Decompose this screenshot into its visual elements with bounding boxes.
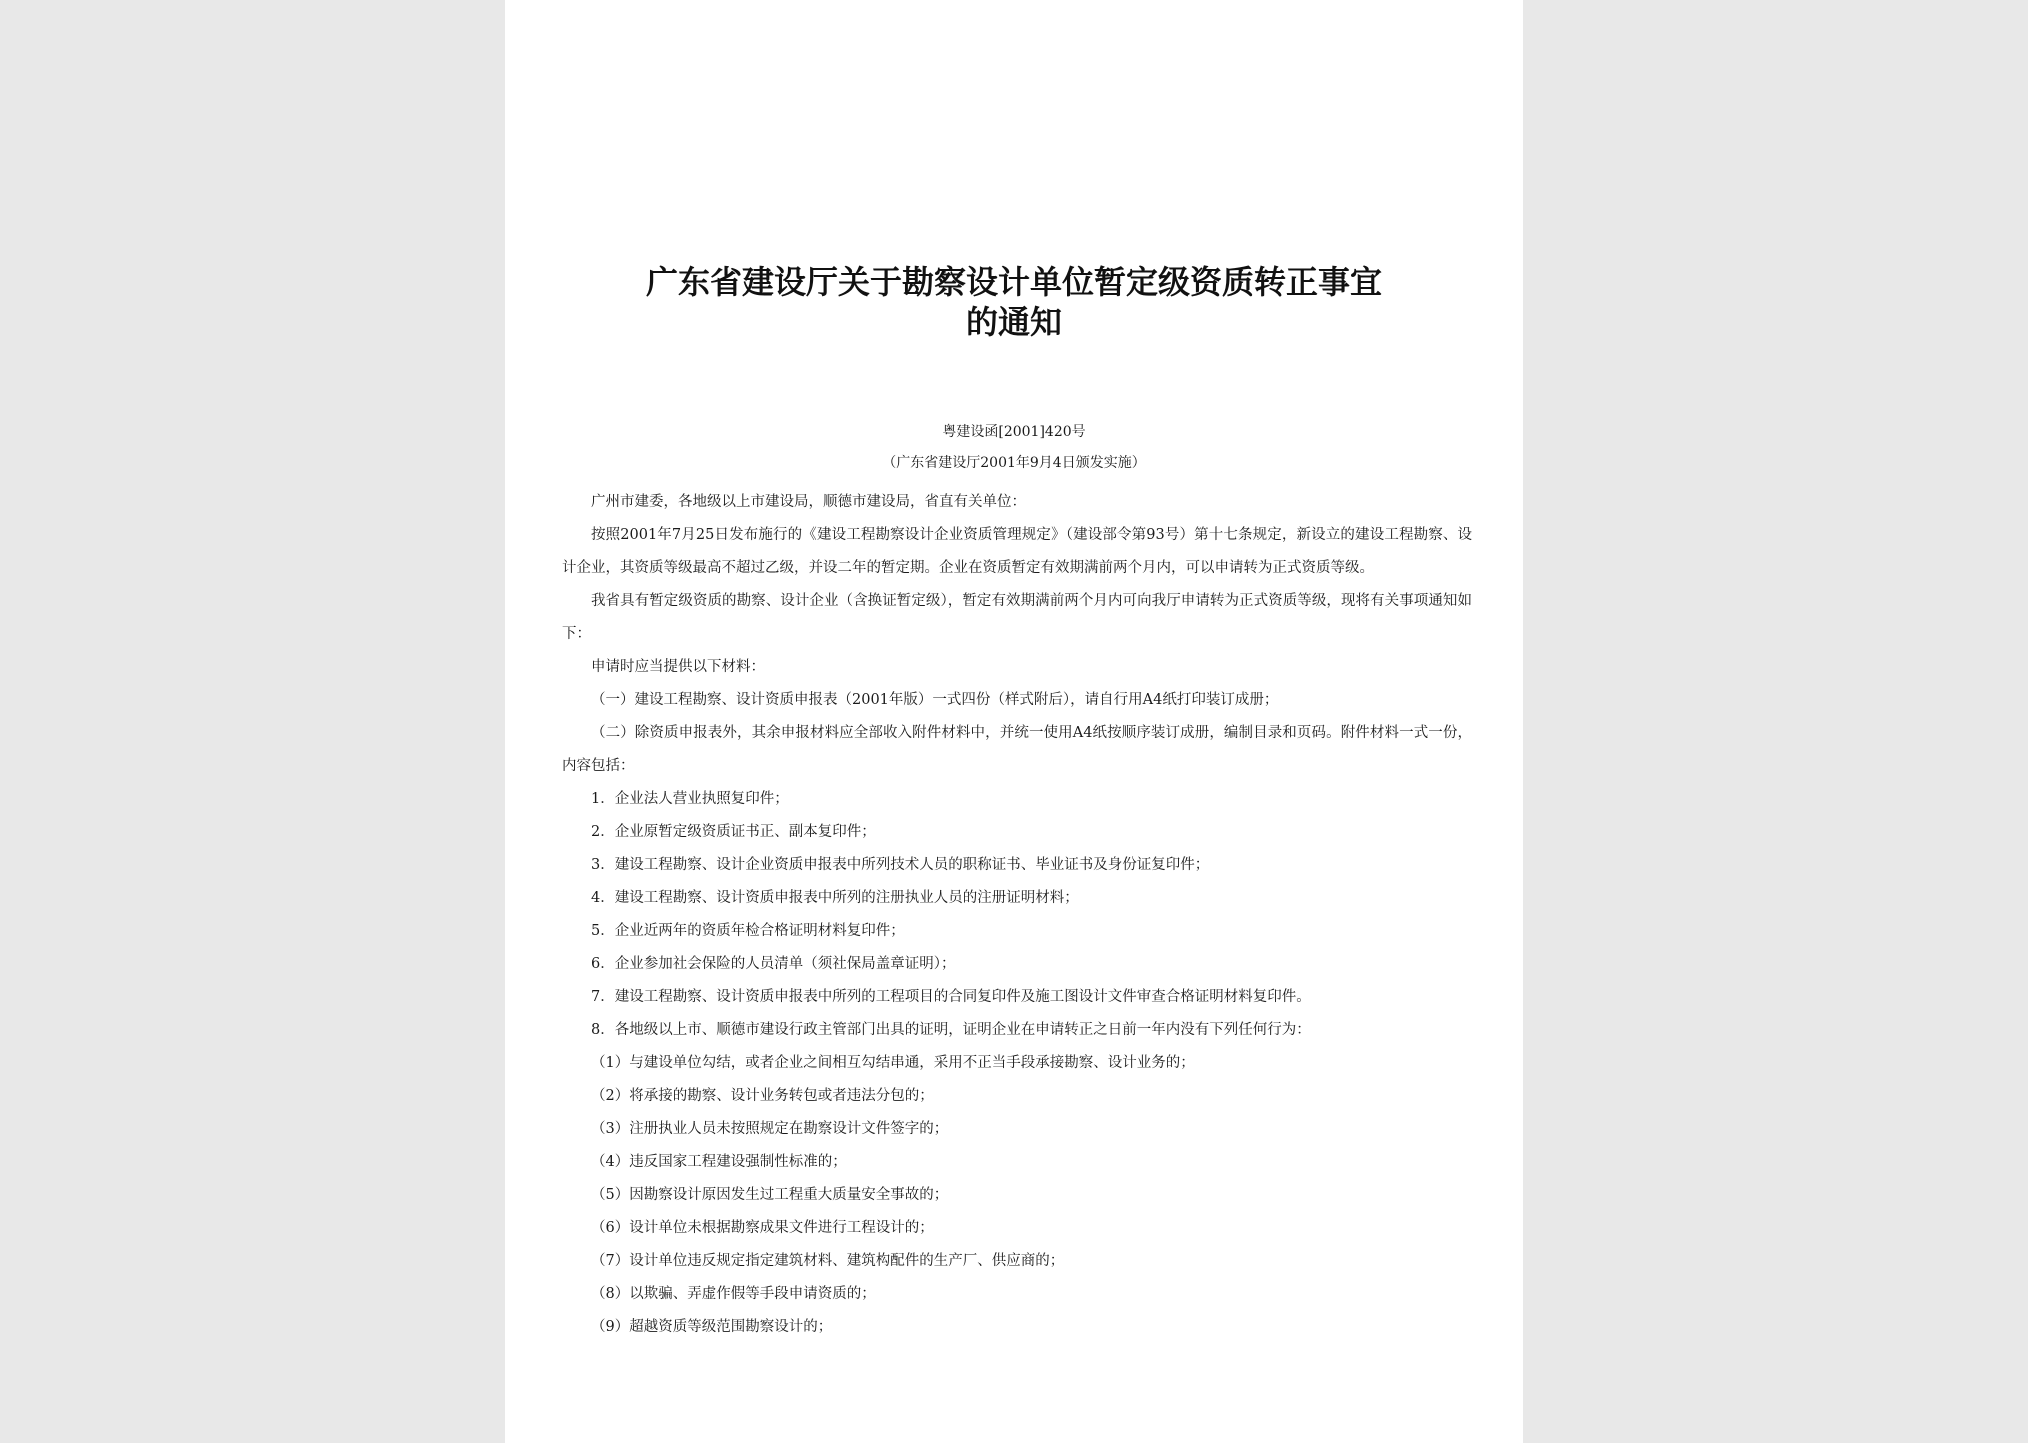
document-page: [505, 0, 1523, 1443]
materials-list: [562, 684, 1472, 1344]
list-item: （5）因勘察设计原因发生过工程重大质量安全事故的；: [591, 1187, 949, 1203]
paragraph: 我省具有暂定级资质的勘察、设计企业（含换证暂定级），暂定有效期满前两个月内可向我厅申请转为正式资质等级，现将有关事项通知如下：: [562, 593, 1472, 642]
list-item: 2．企业原暂定级资质证书正、副本复印件；: [591, 824, 876, 840]
list-item: 1．企业法人营业执照复印件；: [591, 791, 789, 807]
paragraph: 按照2001年7月25日发布施行的《建设工程勘察设计企业资质管理规定》（建设部令第93号）第十七条规定，新设立的建设工程勘察、设计企业，其资质等级最高不超过乙级，并设二年的暂定期。企业在资质暂定有效期满前两个月内，可以申请转为正式资质等级。: [562, 527, 1472, 576]
paragraph: 申请时应当提供以下材料：: [591, 659, 765, 675]
list-item: 5．企业近两年的资质年检合格证明材料复印件；: [591, 923, 905, 939]
list-item: （4）违反国家工程建设强制性标准的；: [591, 1154, 847, 1170]
list-item: （8）以欺骗、弄虚作假等手段申请资质的；: [591, 1286, 876, 1302]
document-body: [562, 486, 1472, 1344]
title-line-1: 广东省建设厅关于勘察设计单位暂定级资质转正事宜: [645, 263, 1382, 301]
list-item: 8．各地级以上市、顺德市建设行政主管部门出具的证明，证明企业在申请转正之日前一年内没有下列任何行为：: [591, 1022, 1311, 1038]
list-item: 7．建设工程勘察、设计资质申报表中所列的工程项目的合同复印件及施工图设计文件审查合格证明材料复印件。: [591, 989, 1311, 1005]
list-item: （7）设计单位违反规定指定建筑材料、建筑构配件的生产厂、供应商的；: [591, 1253, 1065, 1269]
list-item: （9）超越资质等级范围勘察设计的；: [591, 1319, 833, 1335]
list-item: （2）将承接的勘察、设计业务转包或者违法分包的；: [591, 1088, 934, 1104]
title-line-2: 的通知: [965, 303, 1062, 341]
addressee: 广州市建委，各地级以上市建设局，顺德市建设局，省直有关单位：: [591, 494, 1026, 510]
issue-note: （广东省建设厅2001年9月4日颁发实施）: [882, 455, 1146, 471]
list-item: 4．建设工程勘察、设计资质申报表中所列的注册执业人员的注册证明材料；: [591, 890, 1079, 906]
document-title: [505, 262, 1523, 342]
list-item: 6．企业参加社会保险的人员清单（须社保局盖章证明）；: [591, 956, 956, 972]
list-item: 3．建设工程勘察、设计企业资质申报表中所列技术人员的职称证书、毕业证书及身份证复印件；: [591, 857, 1210, 873]
list-item: （一）建设工程勘察、设计资质申报表（2001年版）一式四份（样式附后），请自行用A4纸打印装订成册；: [591, 692, 1279, 708]
list-item: （1）与建设单位勾结，或者企业之间相互勾结串通，采用不正当手段承接勘察、设计业务的；: [591, 1055, 1195, 1071]
document-number: 粤建设函[2001]420号: [942, 424, 1086, 440]
list-item: （6）设计单位未根据勘察成果文件进行工程设计的；: [591, 1220, 934, 1236]
list-item: （二）除资质申报表外，其余申报材料应全部收入附件材料中，并统一使用A4纸按顺序装订成册，编制目录和页码。附件材料一式一份，内容包括：: [562, 725, 1472, 774]
list-item: （3）注册执业人员未按照规定在勘察设计文件签字的；: [591, 1121, 949, 1137]
